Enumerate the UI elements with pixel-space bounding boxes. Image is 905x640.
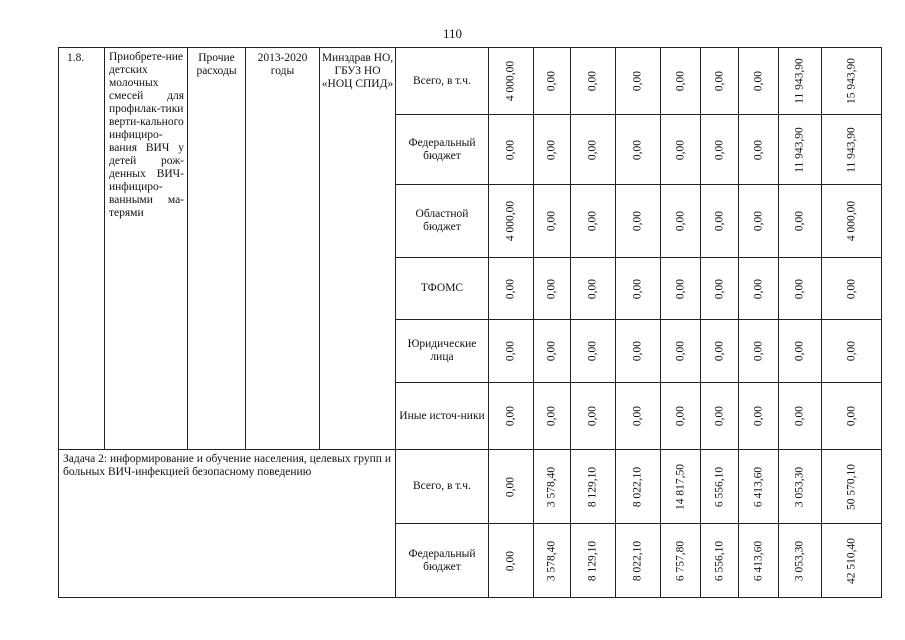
value-cell: 0,00: [779, 320, 822, 383]
value-cell: 0,00: [616, 115, 661, 185]
source-label: Всего, в т.ч.: [396, 48, 489, 115]
period: 2013-2020 годы: [246, 48, 320, 450]
value-cell: 0,00: [616, 48, 661, 115]
value-cell: 0,00: [571, 383, 616, 450]
value-cell: 11 943,90: [779, 48, 822, 115]
value-cell: 0,00: [616, 383, 661, 450]
value-cell: 11 943,90: [822, 115, 882, 185]
value-cell: 0,00: [779, 258, 822, 320]
value-cell: 0,00: [739, 258, 779, 320]
value-cell: 4 000,00: [489, 48, 534, 115]
source-label: Всего, в т.ч.: [396, 450, 489, 524]
value-cell: 0,00: [571, 258, 616, 320]
value-cell: 6 556,10: [701, 524, 739, 598]
value-cell: 0,00: [701, 258, 739, 320]
value-cell: 0,00: [534, 258, 571, 320]
value-cell: 0,00: [701, 115, 739, 185]
value-cell: 0,00: [489, 383, 534, 450]
value-cell: 0,00: [616, 258, 661, 320]
value-cell: 0,00: [701, 383, 739, 450]
value-cell: 0,00: [489, 320, 534, 383]
value-cell: 0,00: [571, 48, 616, 115]
value-cell: 8 022,10: [616, 524, 661, 598]
value-cell: 0,00: [534, 48, 571, 115]
value-cell: 0,00: [534, 383, 571, 450]
value-cell: 8 129,10: [571, 450, 616, 524]
source-label: Областной бюджет: [396, 185, 489, 258]
executor: Минздрав НО, ГБУЗ НО «НОЦ СПИД»: [320, 48, 396, 450]
value-cell: 0,00: [739, 115, 779, 185]
value-cell: 3 053,30: [779, 524, 822, 598]
value-cell: 0,00: [822, 258, 882, 320]
value-cell: 14 817,50: [661, 450, 701, 524]
value-cell: 0,00: [616, 185, 661, 258]
value-cell: 0,00: [489, 258, 534, 320]
value-cell: 0,00: [661, 115, 701, 185]
source-label: Юридические лица: [396, 320, 489, 383]
source-label: Иные источ-ники: [396, 383, 489, 450]
value-cell: 6 757,80: [661, 524, 701, 598]
table-row: [59, 48, 882, 115]
value-cell: 0,00: [739, 320, 779, 383]
value-cell: 0,00: [571, 185, 616, 258]
value-cell: 0,00: [661, 383, 701, 450]
table-row: [59, 450, 882, 524]
value-cell: 8 129,10: [571, 524, 616, 598]
source-label: Федеральный бюджет: [396, 115, 489, 185]
value-cell: 0,00: [571, 320, 616, 383]
value-cell: 0,00: [489, 115, 534, 185]
table-body: [59, 48, 882, 598]
value-cell: 15 943,90: [822, 48, 882, 115]
value-cell: 0,00: [701, 48, 739, 115]
value-cell: 6 556,10: [701, 450, 739, 524]
page-number: 110: [442, 26, 463, 41]
value-cell: 11 943,90: [779, 115, 822, 185]
value-cell: 4 000,00: [489, 185, 534, 258]
value-cell: 3 578,40: [534, 450, 571, 524]
value-cell: 0,00: [534, 115, 571, 185]
value-cell: 0,00: [739, 185, 779, 258]
value-cell: 8 022,10: [616, 450, 661, 524]
value-cell: 6 413,60: [739, 524, 779, 598]
source-label: Федеральный бюджет: [396, 524, 489, 598]
value-cell: 0,00: [779, 383, 822, 450]
value-cell: 42 510,40: [822, 524, 882, 598]
value-cell: 4 000,00: [822, 185, 882, 258]
task-description: Задача 2: информирование и обучение населения, целевых групп и больных ВИЧ-инфекцией безопасному поведению: [59, 450, 396, 598]
expense-type: Прочие расходы: [188, 48, 246, 450]
value-cell: 0,00: [661, 48, 701, 115]
value-cell: 0,00: [701, 320, 739, 383]
row-name: Приобрете-ние детских молочных смесей для профилак-тики верти-кального инфициро-вания ВИЧ у детей рож-денных ВИЧ-инфициро-ванными ма-терями: [105, 48, 188, 450]
value-cell: 3 053,30: [779, 450, 822, 524]
value-cell: 0,00: [661, 320, 701, 383]
value-cell: 0,00: [779, 185, 822, 258]
value-cell: 0,00: [489, 450, 534, 524]
value-cell: 0,00: [534, 185, 571, 258]
value-cell: 50 570,10: [822, 450, 882, 524]
value-cell: 0,00: [534, 320, 571, 383]
value-cell: 0,00: [489, 524, 534, 598]
value-cell: 0,00: [616, 320, 661, 383]
value-cell: 6 413,60: [739, 450, 779, 524]
source-label: ТФОМС: [396, 258, 489, 320]
value-cell: 0,00: [822, 383, 882, 450]
value-cell: 0,00: [661, 258, 701, 320]
value-cell: 0,00: [739, 48, 779, 115]
value-cell: 0,00: [739, 383, 779, 450]
value-cell: 3 578,40: [534, 524, 571, 598]
row-number: 1.8.: [59, 48, 105, 450]
value-cell: 0,00: [822, 320, 882, 383]
program-table: [58, 47, 882, 598]
value-cell: 0,00: [701, 185, 739, 258]
value-cell: 0,00: [661, 185, 701, 258]
value-cell: 0,00: [571, 115, 616, 185]
